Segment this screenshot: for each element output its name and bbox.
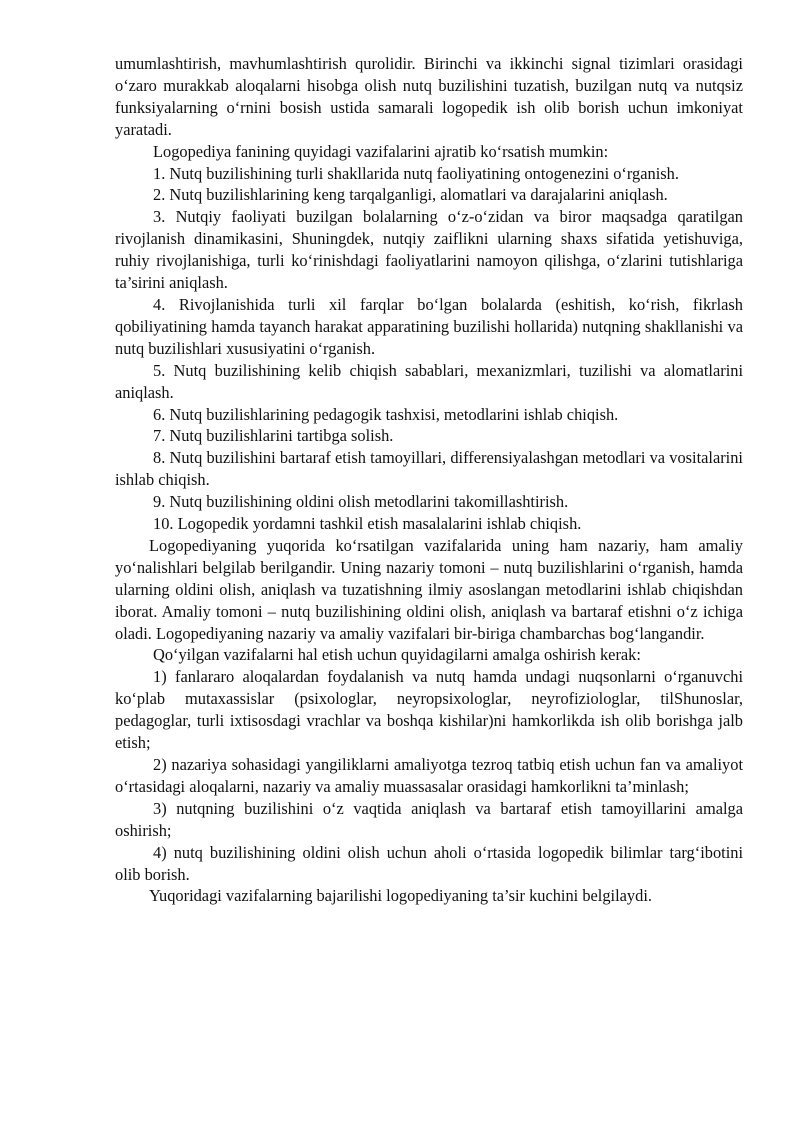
list-item-task-6: 6. Nutq buzilishlarining pedagogik tashxisi, metodlarini ishlab chiqish. bbox=[153, 404, 619, 424]
list-item-task-9: 9. Nutq buzilishining oldini olish metodlarini takomillashtirish. bbox=[153, 492, 569, 512]
list-item-task-7: 7. Nutq buzilishlarini tartibga solish. bbox=[153, 426, 394, 446]
list-item-task-8: 8. Nutq buzilishini bartaraf etish tamoyillari, differensiyalashgan metodlari va vositalarini ishlab chiqish. bbox=[115, 448, 743, 490]
paragraph-tasks-intro: Logopediya fanining quyidagi vazifalarini ajratib ko‘rsatish mumkin: bbox=[153, 141, 609, 161]
list-item-requirement-1: 1) fanlararo aloqalardan foydalanish va nutq hamda undagi nuqsonlarni o‘rganuvchi ko‘plab mutaxassislar (psixologlar, neyropsixologlar, neyrofiziologlar, tilShunoslar, pedagoglar, turli ixtisosdagi vrachlar va boshqa kishilar)ni hamkorlikda ish olib borishga jalb etish; bbox=[115, 667, 743, 753]
list-item-task-5: 5. Nutq buzilishining kelib chiqish sabablari, mexanizmlari, tuzilishi va alomatlarini aniqlash. bbox=[115, 360, 743, 402]
list-item-requirement-2: 2) nazariya sohasidagi yangiliklarni amaliyotga tezroq tatbiq etish uchun fan va amaliyot o‘rtasidagi aloqalarni, nazariy va amaliy muassasalar orasidagi hamkorlikni ta’minlash; bbox=[115, 755, 743, 796]
paragraph-theory-practice: Logopediyaning yuqorida ko‘rsatilgan vazifalarida uning ham nazariy, ham amaliy yo‘nalishlari belgilab berilgandir. Uning nazariy tomoni – nutq buzilishlarini o‘rganish, hamda ularning oldini olish, aniqlash va tuzatishning ilmiy asoslangan metodlarini ishlab chiqishdan iborat. Amaliy tomoni – nutq buzilishining oldini olish, aniqlash va bartaraf etishni o‘z ichiga oladi. Logopediyaning nazariy va amaliy vazifalari bir-biriga chambarchas bog‘langandir. bbox=[115, 535, 743, 643]
paragraph-intro-continuation: umumlashtirish, mavhumlashtirish qurolidir. Birinchi va ikkinchi signal tizimlari orasidagi o‘zaro murakkab aloqalarni hisobga olish nutq buzilishini tuzatish, buzilgan nutq va nutqsiz funksiyalarning o‘rnini bosish ustida samarali logopedik ish olib borish uchun imkoniyat yaratadi. bbox=[115, 54, 743, 139]
list-item-task-1: 1. Nutq buzilishining turli shakllarida nutq faoliyatining ontogenezini o‘rganish. bbox=[153, 163, 679, 183]
list-item-requirement-3: 3) nutqning buzilishini o‘z vaqtida aniqlash va bartaraf etish tamoyillarini amalga oshirish; bbox=[115, 798, 743, 840]
paragraph-requirements-intro: Qo‘yilgan vazifalarni hal etish uchun quyidagilarni amalga oshirish kerak: bbox=[153, 645, 641, 665]
list-item-task-4: 4. Rivojlanishida turli xil farqlar bo‘lgan bolalarda (eshitish, ko‘rish, fikrlash qobiliyatining hamda tayanch harakat apparatining buzilishi hollarida) nutqning shakllanishi va nutq buzilishlari xususiyatini o‘rganish. bbox=[115, 294, 743, 358]
list-item-task-10: 10. Logopedik yordamni tashkil etish masalalarini ishlab chiqish. bbox=[153, 514, 582, 534]
document-page bbox=[115, 53, 743, 907]
list-item-task-3: 3. Nutqiy faoliyati buzilgan bolalarning o‘z-o‘zidan va biror maqsadga qaratilgan rivojlanish dinamikasini, Shuningdek, nutqiy zaiflikni ularning shaxs sifatida yetishuviga, ruhiy rivojlanishiga, turli ko‘rinishdagi faoliyatlarini namoyon qilishga, o‘zlarini tutishlariga ta’sirini aniqlash. bbox=[115, 207, 743, 293]
paragraph-conclusion: Yuqoridagi vazifalarning bajarilishi logopediyaning ta’sir kuchini belgilaydi. bbox=[149, 886, 652, 906]
list-item-requirement-4: 4) nutq buzilishining oldini olish uchun aholi o‘rtasida logopedik bilimlar targ‘ibotini olib borish. bbox=[115, 842, 743, 884]
list-item-task-2: 2. Nutq buzilishlarining keng tarqalganligi, alomatlari va darajalarini aniqlash. bbox=[153, 185, 668, 205]
